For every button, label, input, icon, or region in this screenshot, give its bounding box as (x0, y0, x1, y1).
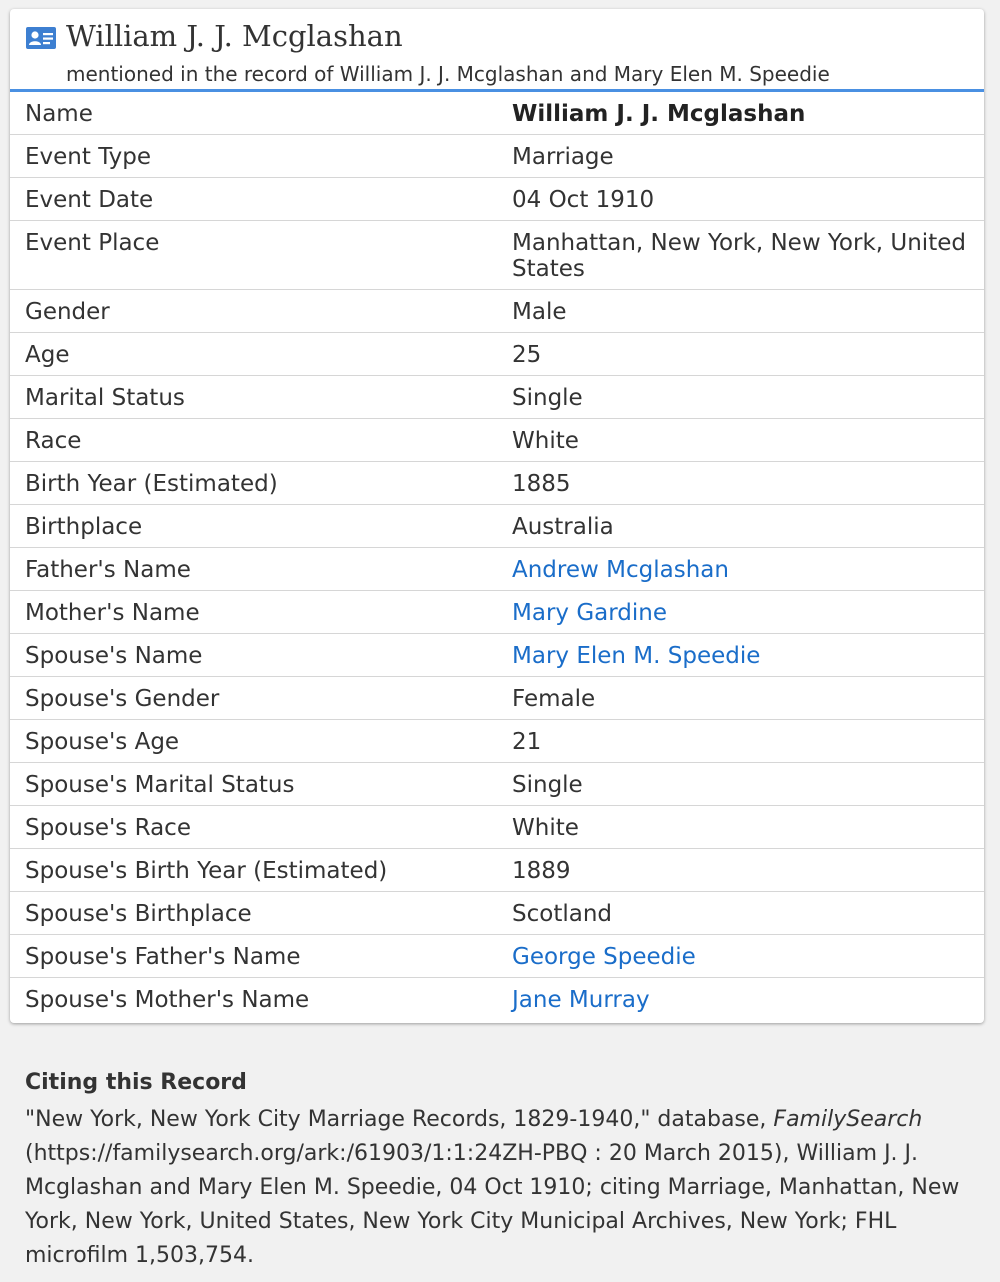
table-row (10, 333, 984, 376)
table-row (10, 935, 984, 978)
field-label: Spouse's Race (10, 806, 497, 849)
field-label: Spouse's Gender (10, 677, 497, 720)
field-label: Birth Year (Estimated) (10, 462, 497, 505)
citation-heading: Citing this Record (25, 1070, 247, 1095)
table-row (10, 720, 984, 763)
field-value: Single (497, 763, 984, 806)
table-row (10, 591, 984, 634)
citation-section (25, 1070, 975, 1273)
field-value: Male (497, 290, 984, 333)
field-label: Name (10, 92, 497, 135)
citation-text-before: "New York, New York City Marriage Records, 1829-1940," database, (25, 1107, 774, 1132)
field-value: Australia (497, 505, 984, 548)
field-value: White (497, 419, 984, 462)
field-label: Birthplace (10, 505, 497, 548)
field-label: Spouse's Age (10, 720, 497, 763)
record-header (10, 9, 984, 92)
field-value-name: William J. J. Mcglashan (497, 92, 984, 135)
citation-text (25, 1103, 975, 1273)
field-label: Spouse's Marital Status (10, 763, 497, 806)
table-row (10, 849, 984, 892)
table-row (10, 677, 984, 720)
field-label: Marital Status (10, 376, 497, 419)
field-label: Father's Name (10, 548, 497, 591)
field-value: 21 (497, 720, 984, 763)
field-label: Mother's Name (10, 591, 497, 634)
field-value: Single (497, 376, 984, 419)
field-label: Race (10, 419, 497, 462)
table-row (10, 763, 984, 806)
table-row (10, 290, 984, 333)
table-row (10, 978, 984, 1024)
field-value: Manhattan, New York, New York, United States (497, 221, 984, 290)
field-label: Event Place (10, 221, 497, 290)
father-name-link[interactable]: Andrew Mcglashan (512, 557, 729, 583)
field-value: Scotland (497, 892, 984, 935)
table-row (10, 548, 984, 591)
spouse-mother-name-link[interactable]: Jane Murray (512, 987, 650, 1013)
page-title: William J. J. Mcglashan (66, 19, 403, 53)
record-table (10, 92, 984, 1023)
field-label: Spouse's Birthplace (10, 892, 497, 935)
field-value: 1885 (497, 462, 984, 505)
field-label: Age (10, 333, 497, 376)
table-row (10, 462, 984, 505)
field-value: 25 (497, 333, 984, 376)
table-row (10, 419, 984, 462)
person-record-icon (25, 26, 57, 50)
field-label: Event Date (10, 178, 497, 221)
field-label: Spouse's Mother's Name (25, 987, 310, 1013)
citation-text-after: (https://familysearch.org/ark:/61903/1:1:24ZH-PBQ : 20 March 2015), William J. J. Mcglashan and Mary Elen M. Speedie, 04 Oct 1910; citing Marriage, Manhattan, New York, New York, United States, New York City Municipal Archives, New York; FHL microfilm 1,503,754. (25, 1141, 960, 1268)
record-card (10, 9, 984, 1023)
table-row (10, 92, 984, 135)
spouse-name-link[interactable]: Mary Elen M. Speedie (512, 643, 761, 669)
field-value: Marriage (497, 135, 984, 178)
field-label: Event Type (10, 135, 497, 178)
field-label: Gender (10, 290, 497, 333)
field-value: Female (497, 677, 984, 720)
record-subtitle: mentioned in the record of William J. J. Mcglashan and Mary Elen M. Speedie (66, 62, 830, 86)
field-label: Spouse's Father's Name (10, 935, 497, 978)
mother-name-link[interactable]: Mary Gardine (512, 600, 668, 626)
field-label: Spouse's Name (10, 634, 497, 677)
citation-source: FamilySearch (773, 1107, 923, 1132)
table-row (10, 135, 984, 178)
table-row (10, 634, 984, 677)
table-row (10, 376, 984, 419)
field-value: 1889 (497, 849, 984, 892)
table-row (10, 892, 984, 935)
field-label: Spouse's Birth Year (Estimated) (10, 849, 497, 892)
field-value: 04 Oct 1910 (497, 178, 984, 221)
table-row (10, 178, 984, 221)
spouse-father-name-link[interactable]: George Speedie (512, 944, 696, 970)
field-value: White (497, 806, 984, 849)
table-row (10, 505, 984, 548)
table-row (10, 806, 984, 849)
table-row (10, 221, 984, 290)
